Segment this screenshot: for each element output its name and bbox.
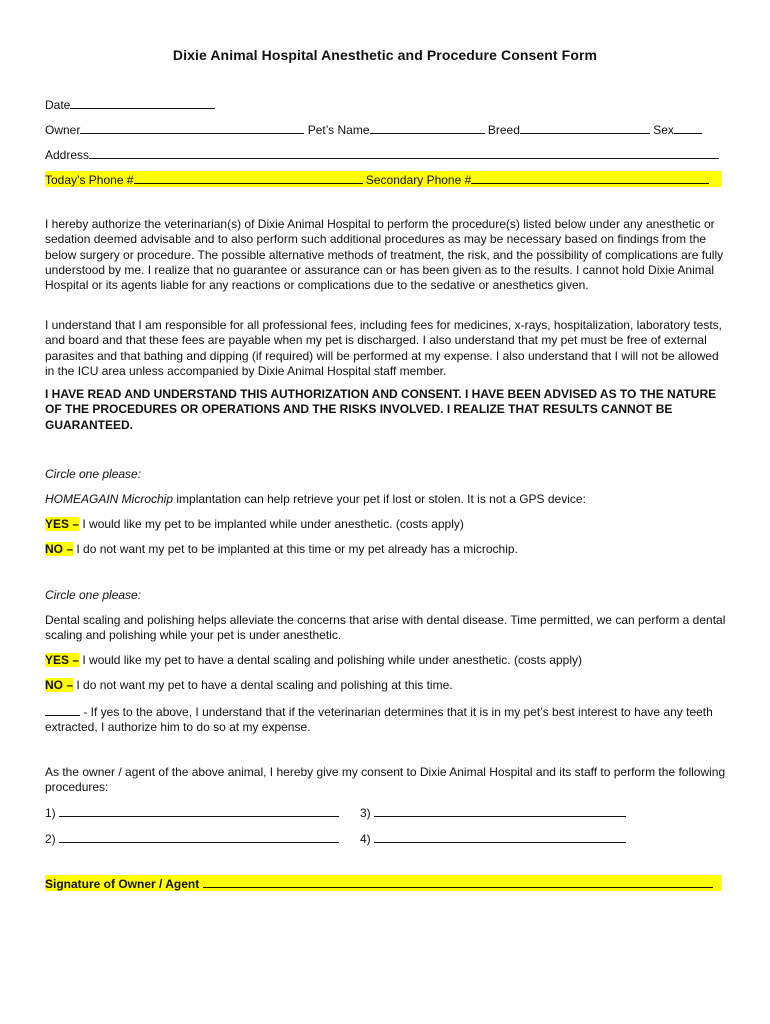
dental-no-option[interactable] <box>45 678 453 693</box>
dental-no-text: I do not want my pet to have a dental scaling and polishing at this time. <box>73 678 453 692</box>
dental-yes-label: YES – <box>45 653 80 667</box>
todays-phone-field[interactable] <box>134 172 363 184</box>
date-field[interactable] <box>70 97 215 109</box>
form-title: Dixie Animal Hospital Anesthetic and Procedure Consent Form <box>172 47 598 63</box>
dental-description: Dental scaling and polishing helps alleviate the concerns that arise with dental disease. Time permitted, we can perform a dental scaling and polishing while your pet is under anesthetic. <box>45 613 726 643</box>
address-field[interactable] <box>89 147 719 159</box>
secondary-phone-field[interactable] <box>471 172 709 184</box>
procedure-3-field[interactable] <box>374 805 626 817</box>
procedure-4-field[interactable] <box>374 831 626 843</box>
microchip-no-option[interactable] <box>45 542 518 557</box>
extraction-consent <box>45 704 727 736</box>
sex-field[interactable] <box>674 122 702 134</box>
microchip-yes-option[interactable] <box>45 517 464 532</box>
secondary-phone-label: Secondary Phone # <box>365 173 472 187</box>
dental-no-label: NO – <box>45 678 74 692</box>
sex-label: Sex <box>653 123 674 137</box>
breed-label: Breed <box>487 123 520 137</box>
owner-field[interactable] <box>80 122 304 134</box>
owner-label: Owner <box>45 123 81 137</box>
procedure-3 <box>360 805 626 821</box>
owner-row <box>45 122 702 138</box>
phone-row <box>45 172 709 188</box>
signature-field[interactable] <box>203 876 713 888</box>
microchip-description-text: implantation can help retrieve your pet if lost or stolen. It is not a GPS device: <box>173 492 586 506</box>
date-label: Date <box>45 98 71 112</box>
pet-name-field[interactable] <box>370 122 485 134</box>
signature-row <box>45 876 713 892</box>
microchip-brand: HOMEAGAIN Microchip <box>45 492 174 506</box>
dental-circle-prompt: Circle one please: <box>45 588 142 602</box>
procedures-intro: As the owner / agent of the above animal, I hereby give my consent to Dixie Animal Hospital and its staff to perform the following procedures: <box>45 765 726 795</box>
address-row <box>45 147 719 163</box>
procedure-1 <box>45 805 339 821</box>
extraction-initial-field[interactable] <box>45 704 80 716</box>
procedure-4-label: 4) <box>360 832 371 846</box>
microchip-no-text: I do not want my pet to be implanted at this time or my pet already has a microchip. <box>73 542 518 556</box>
dental-yes-text: I would like my pet to have a dental scaling and polishing while under anesthetic. (costs apply) <box>79 653 582 667</box>
procedure-1-field[interactable] <box>59 805 339 817</box>
authorization-paragraph: I hereby authorize the veterinarian(s) of Dixie Animal Hospital to perform the procedure(s) listed below under any anesthetic or sedation deemed advisable and to also perform such additional procedures as may be necessary based on findings from the below surgery or procedure. The possible alternative methods of treatment, the risk, and the possibility of complications are fully understood by me. I realize that no guarantee or assurance can or has been given as to the results. I cannot hold Dixie Animal Hospital or its agents liable for any reactions or complications due to the sedative or anesthetics given. <box>45 217 724 293</box>
acknowledgement-paragraph: I HAVE READ AND UNDERSTAND THIS AUTHORIZATION AND CONSENT. I HAVE BEEN ADVISED AS TO THE NATURE OF THE PROCEDURES OR OPERATIONS AND THE RISKS INVOLVED. I REALIZE THAT RESULTS CANNOT BE GUARANTEED. <box>45 387 717 432</box>
address-label: Address <box>45 148 90 162</box>
microchip-yes-label: YES – <box>45 517 80 531</box>
procedure-2-field[interactable] <box>59 831 339 843</box>
microchip-circle-prompt: Circle one please: <box>45 467 142 481</box>
procedure-3-label: 3) <box>360 806 371 820</box>
microchip-description <box>45 492 586 507</box>
fees-paragraph: I understand that I am responsible for all professional fees, including fees for medicines, x-rays, hospitalization, laboratory tests, and board and that these fees are payable when my pet is discharged. I also understand that my pet must be free of external parasites and that bathing and dipping (if required) will be performed at my expense. I also understand that I will not be allowed in the ICU area unless accompanied by Dixie Animal Hospital staff member. <box>45 318 723 378</box>
date-row <box>45 97 215 113</box>
procedure-1-label: 1) <box>45 806 56 820</box>
todays-phone-label: Today’s Phone # <box>45 173 134 187</box>
procedure-4 <box>360 831 626 847</box>
breed-field[interactable] <box>520 122 650 134</box>
dental-yes-option[interactable] <box>45 653 582 668</box>
signature-label: Signature of Owner / Agent <box>45 877 200 891</box>
microchip-yes-text: I would like my pet to be implanted while under anesthetic. (costs apply) <box>79 517 464 531</box>
extraction-consent-text: - If yes to the above, I understand that if the veterinarian determines that it is in my pet’s best interest to have any teeth extracted, I authorize him to do so at my expense. <box>45 705 713 735</box>
procedure-2 <box>45 831 339 847</box>
microchip-no-label: NO – <box>45 542 74 556</box>
pet-name-label: Pet’s Name <box>307 123 370 137</box>
procedure-2-label: 2) <box>45 832 56 846</box>
